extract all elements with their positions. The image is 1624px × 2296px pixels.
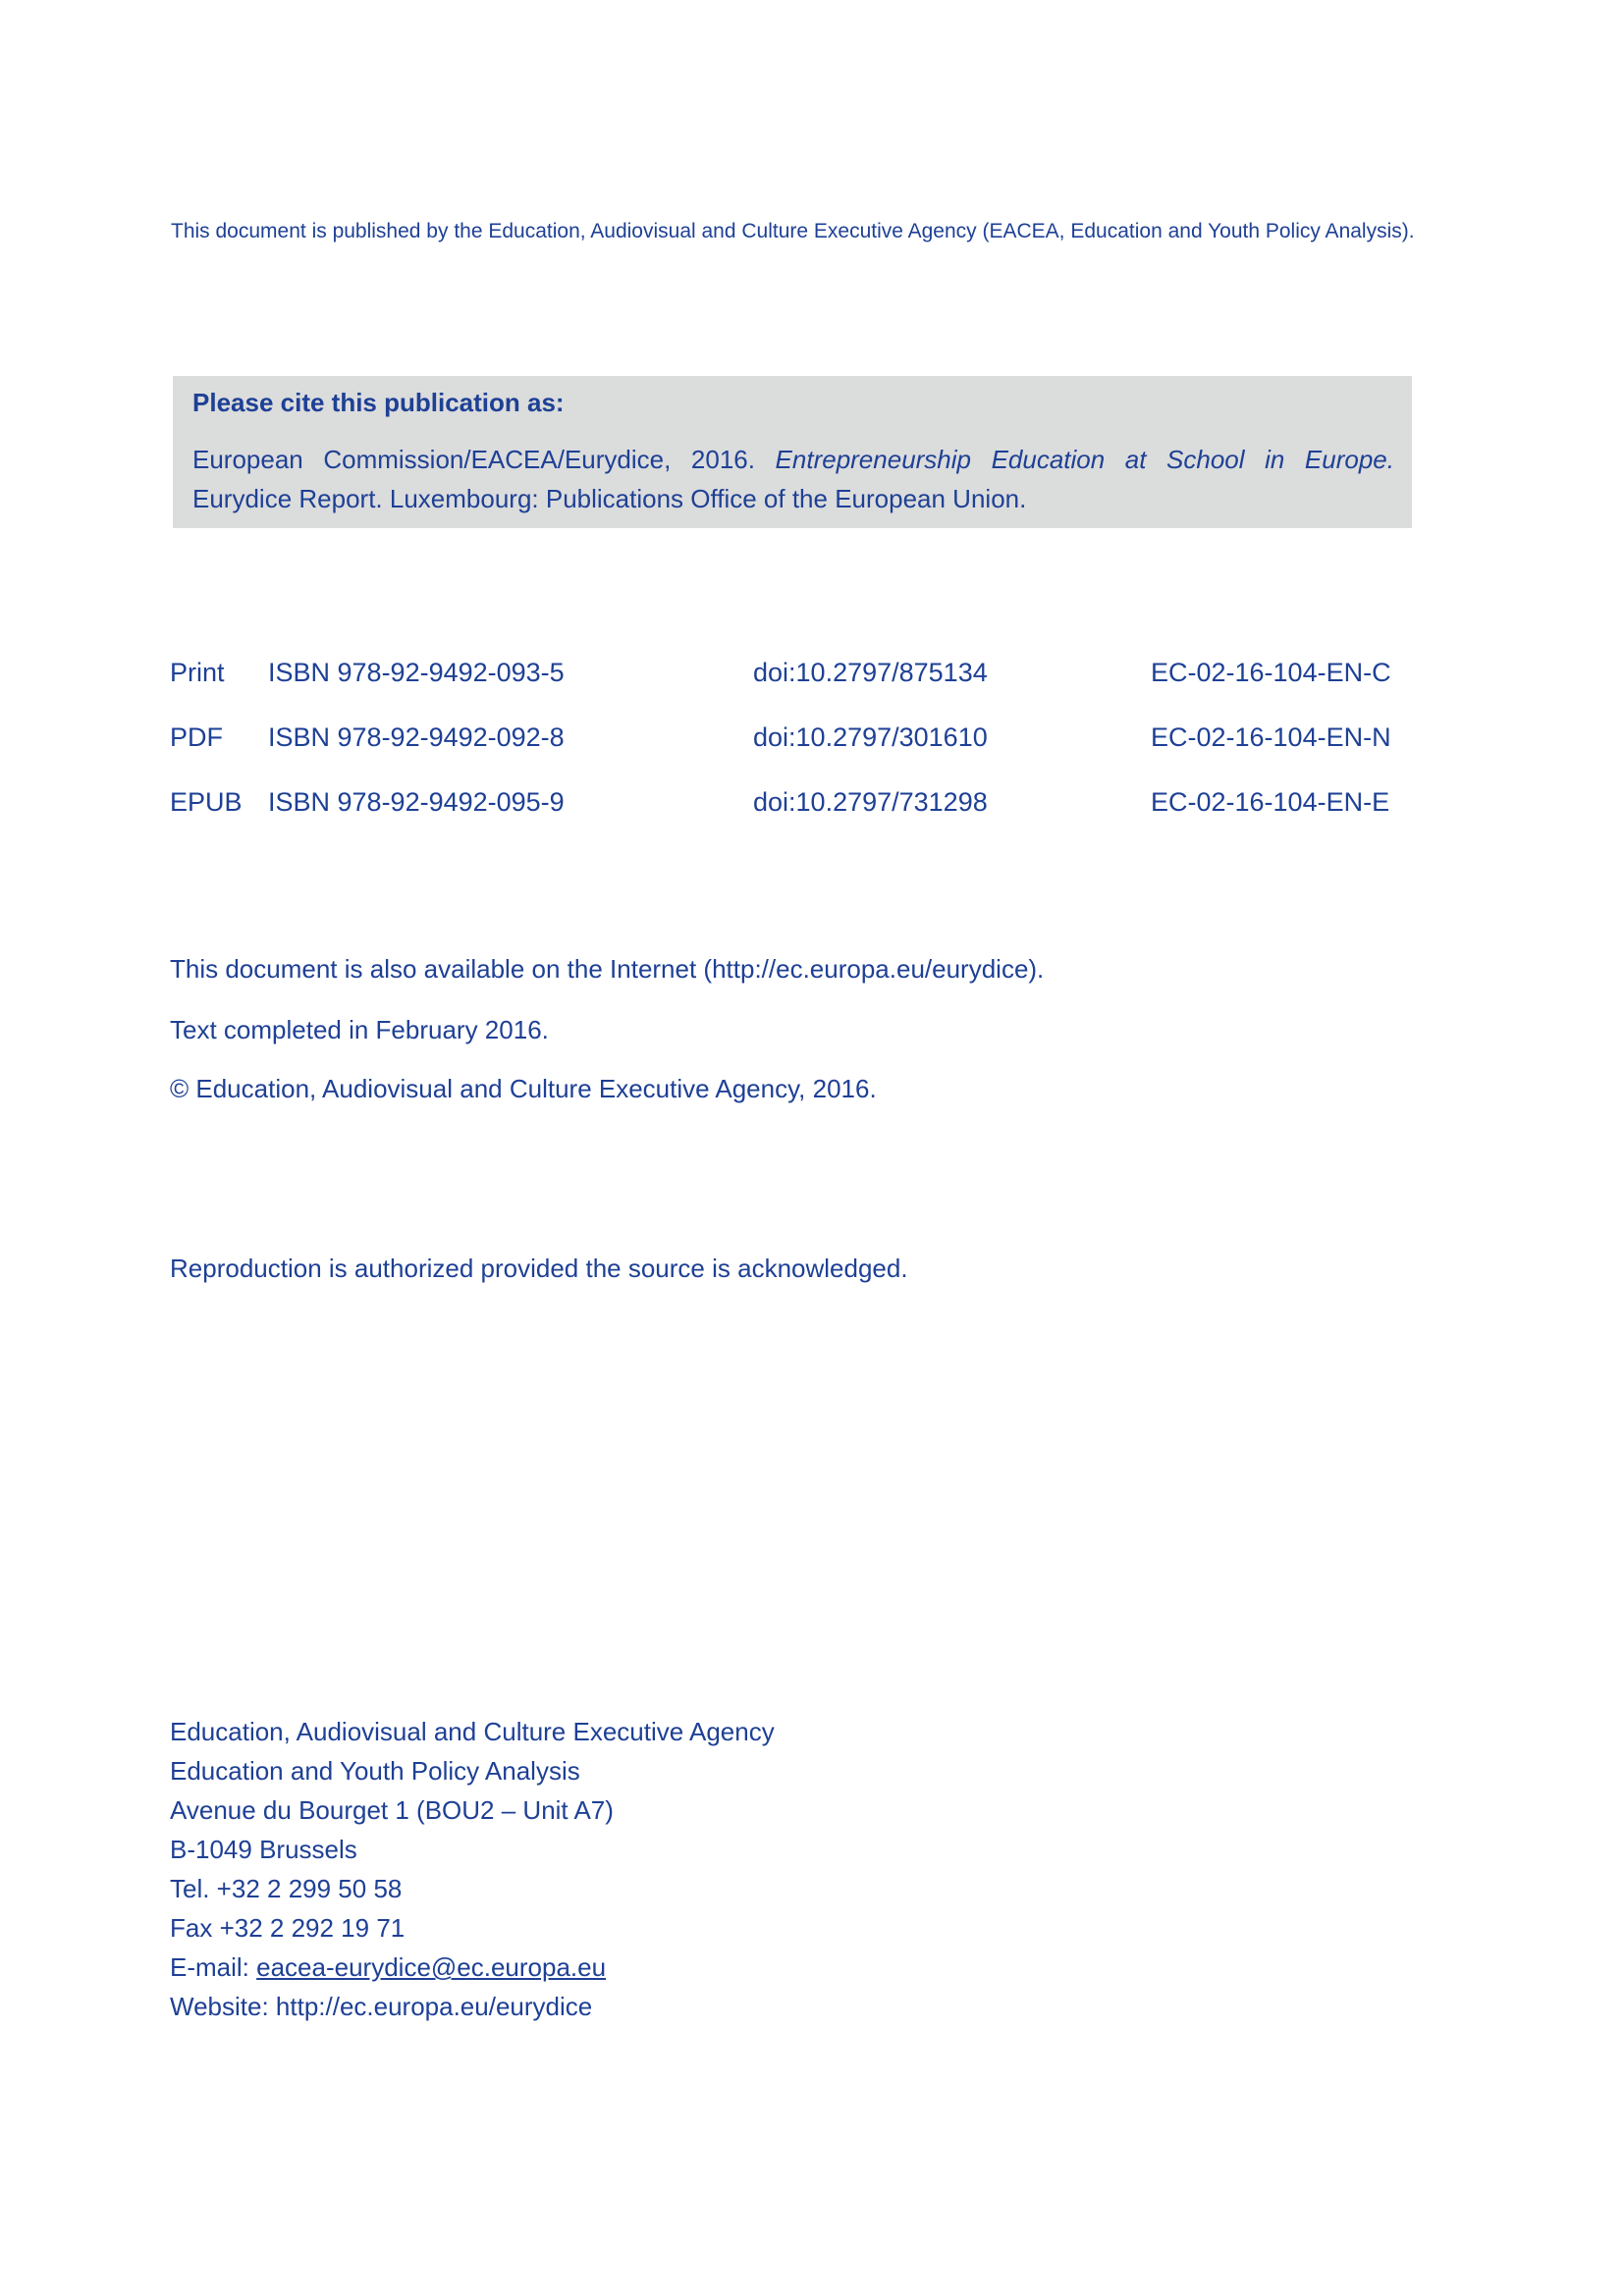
- contact-fax: Fax +32 2 292 19 71: [170, 1913, 406, 1943]
- contact-agency: Education, Audiovisual and Culture Executive Agency: [170, 1717, 775, 1746]
- citation-text-end: Eurydice Report. Luxembourg: Publications Office of the European Union.: [192, 484, 1027, 513]
- isbn-cell: ISBN 978-92-9492-095-9: [268, 787, 565, 817]
- citation-title-italic: Entrepreneurship Education at School in Europe.: [775, 445, 1394, 474]
- contact-tel: Tel. +32 2 299 50 58: [170, 1874, 403, 1903]
- email-link[interactable]: eacea-eurydice@ec.europa.eu: [256, 1952, 607, 1982]
- format-cell: PDF: [170, 722, 223, 752]
- contact-email-line: [170, 1948, 1415, 1987]
- citation-heading: Please cite this publication as:: [192, 388, 565, 417]
- catalogue-cell: EC-02-16-104-EN-E: [1151, 787, 1390, 817]
- doi-cell: doi:10.2797/875134: [753, 658, 988, 687]
- isbn-cell: ISBN 978-92-9492-093-5: [268, 658, 565, 687]
- citation-text: [192, 440, 1394, 518]
- format-cell: EPUB: [170, 787, 243, 817]
- publisher-note: This document is published by the Education, Audiovisual and Culture Executive Agency (EACEA, Education and Youth Policy Analysis).: [171, 220, 1415, 242]
- completion-note: Text completed in February 2016.: [170, 1015, 549, 1044]
- catalogue-cell: EC-02-16-104-EN-N: [1151, 722, 1391, 752]
- format-cell: Print: [170, 658, 225, 687]
- contact-city: B-1049 Brussels: [170, 1835, 357, 1864]
- catalogue-cell: EC-02-16-104-EN-C: [1151, 658, 1391, 687]
- reproduction-note: Reproduction is authorized provided the source is acknowledged.: [170, 1254, 908, 1283]
- availability-note: This document is also available on the Internet (http://ec.europa.eu/eurydice).: [170, 954, 1045, 984]
- identifiers-table: [170, 656, 1415, 850]
- contact-website-line: [170, 1987, 1415, 2026]
- website-link[interactable]: http://ec.europa.eu/eurydice: [275, 1992, 593, 2021]
- doi-cell: doi:10.2797/301610: [753, 722, 988, 752]
- doi-cell: doi:10.2797/731298: [753, 787, 988, 817]
- contact-address: Avenue du Bourget 1 (BOU2 – Unit A7): [170, 1795, 614, 1825]
- citation-box: [173, 376, 1412, 528]
- contact-unit: Education and Youth Policy Analysis: [170, 1756, 580, 1786]
- copyright-note: © Education, Audiovisual and Culture Executive Agency, 2016.: [170, 1074, 877, 1103]
- email-label: E-mail:: [170, 1952, 257, 1982]
- citation-text-start: European Commission/EACEA/Eurydice, 2016.: [192, 445, 776, 474]
- isbn-cell: ISBN 978-92-9492-092-8: [268, 722, 565, 752]
- contact-block: [170, 1712, 1415, 2026]
- website-label: Website:: [170, 1992, 276, 2021]
